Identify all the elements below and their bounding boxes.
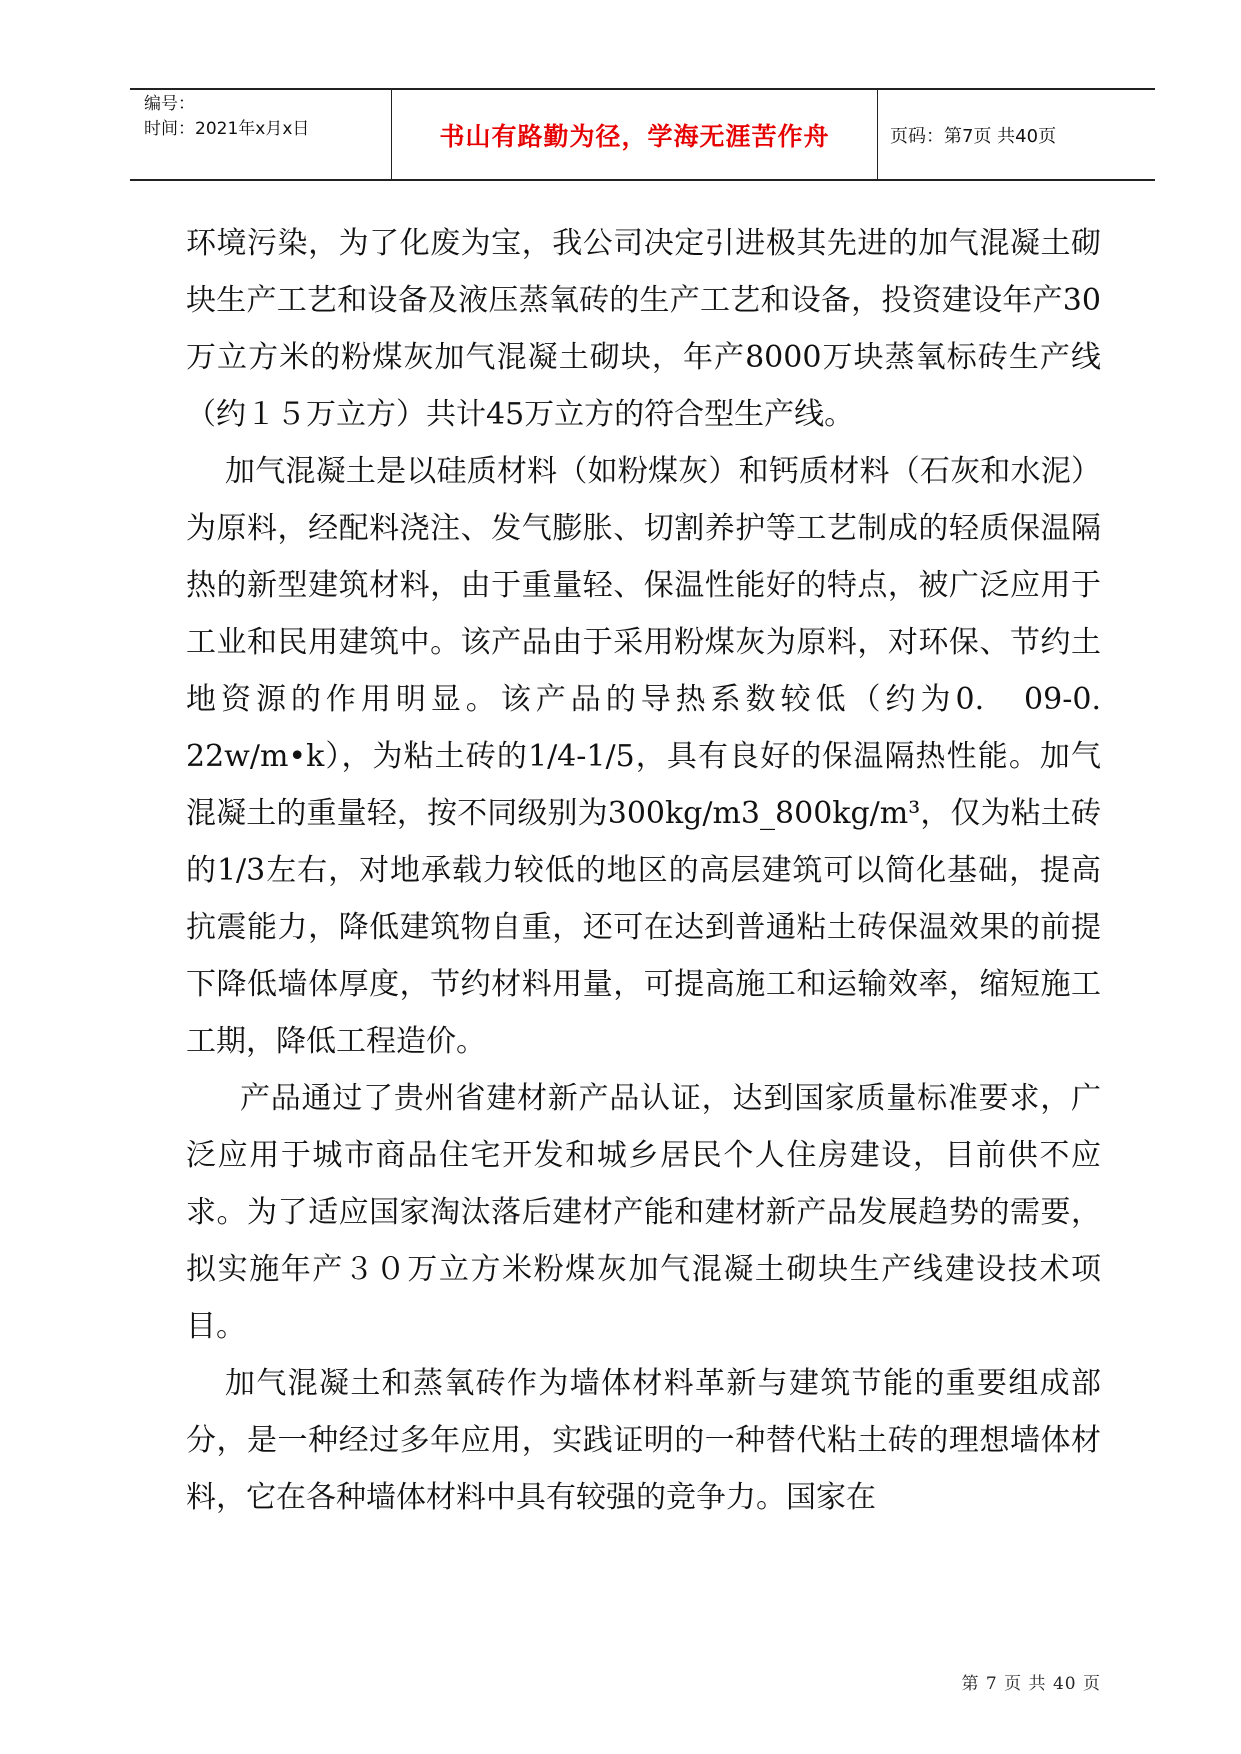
- document-body: [186, 215, 1131, 1526]
- page-header: [130, 88, 1155, 181]
- header-meta: [130, 90, 392, 179]
- paragraph: 加气混凝土是以硅质材料（如粉煤灰）和钙质材料（石灰和水泥）为原料，经配料浇注、发气膨胀、切割养护等工艺制成的轻质保温隔热的新型建筑材料，由于重量轻、保温性能好的特点，被广泛应用于工业和民用建筑中。该产品由于采用粉煤灰为原料，对环保、节约土地资源的作用明显。该产品的导热系数较低（约为0. 09-0. 22w/m•k），为粘土砖的1/4-1/5，具有良好的保温隔热性能。加气混凝土的重量轻，按不同级别为300kg/m3_800kg/m³，仅为粘土砖的1/3左右，对地承载力较低的地区的高层建筑可以简化基础，提高抗震能力，降低建筑物自重，还可在达到普通粘土砖保温效果的前提下降低墙体厚度，节约材料用量，可提高施工和运输效率，缩短施工工期，降低工程造价。: [186, 454, 1131, 1059]
- header-motto: 书山有路勤为径，学海无涯苦作舟: [392, 90, 878, 179]
- paragraph: 加气混凝土和蒸氧砖作为墙体材料革新与建筑节能的重要组成部分，是一种经过多年应用，实践证明的一种替代粘土砖的理想墙体材料，它在各种墙体材料中具有较强的竞争力。国家在: [186, 1366, 1101, 1515]
- document-number-label: 编号：: [144, 94, 195, 114]
- header-page-number: 页码：第7页 共40页: [890, 125, 1057, 147]
- paragraph: 产品通过了贵州省建材新产品认证，达到国家质量标准要求，广泛应用于城市商品住宅开发和城乡居民个人住房建设，目前供不应求。为了适应国家淘汰落后建材产能和建材新产品发展趋势的需要，拟实施年产３０万立方米粉煤灰加气混凝土砌块生产线建设技术项目。: [186, 1081, 1101, 1344]
- document-time-label: 时间：2021年x月x日: [144, 119, 310, 139]
- paragraph: 环境污染，为了化废为宝，我公司决定引进极其先进的加气混凝土砌块生产工艺和设备及液压蒸氧砖的生产工艺和设备，投资建设年产30万立方米的粉煤灰加气混凝土砌块，年产8000万块蒸氧标砖生产线（约１５万立方）共计45万立方的符合型生产线。: [186, 226, 1101, 432]
- page-footer: 第 7 页 共 40 页: [961, 1674, 1101, 1694]
